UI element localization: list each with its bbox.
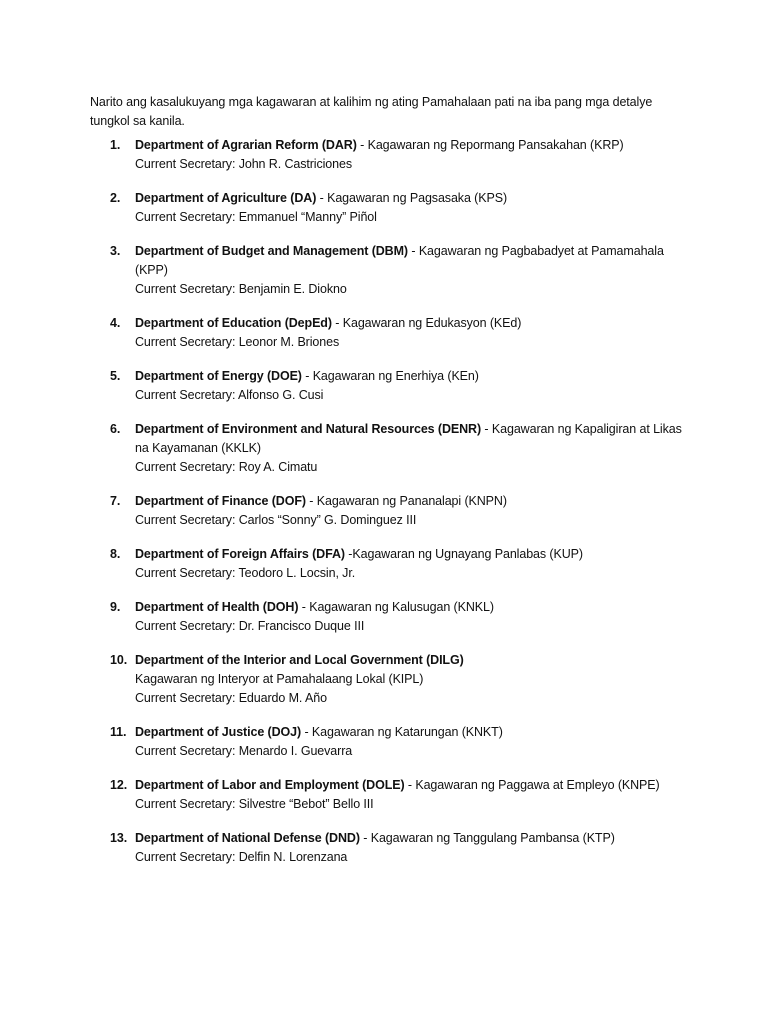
document-page [90, 93, 690, 882]
item-number: 8. [110, 547, 121, 561]
department-item [90, 723, 690, 761]
department-name: Department of Agrarian Reform (DAR) [135, 138, 357, 152]
department-item [90, 242, 690, 299]
item-number: 13. [110, 831, 128, 845]
department-name: Department of Justice (DOJ) [135, 725, 302, 739]
filipino-name: Kagawaran ng Paggawa at Empleyo (KNPE) [415, 778, 660, 792]
current-secretary: Current Secretary: John R. Castriciones [135, 157, 353, 171]
separator: - [305, 494, 317, 508]
department-list [90, 136, 690, 867]
item-number: 3. [110, 244, 121, 258]
department-line [135, 547, 583, 561]
department-name: Department of the Interior and Local Government (DILG) [135, 653, 464, 667]
department-name: Department of Finance (DOF) [135, 494, 306, 508]
item-number: 2. [110, 191, 121, 205]
department-item [90, 136, 690, 174]
department-line [135, 725, 503, 739]
department-name: Department of National Defense (DND) [135, 831, 360, 845]
department-item [90, 776, 690, 814]
department-item [90, 420, 690, 477]
department-item [90, 492, 690, 530]
filipino-name: Kagawaran ng Enerhiya (KEn) [312, 369, 479, 383]
separator: - [316, 191, 328, 205]
department-line [135, 778, 660, 792]
item-number: 9. [110, 600, 121, 614]
department-name: Department of Environment and Natural Resources (DENR) [135, 422, 482, 436]
filipino-name: Kagawaran ng Interyor at Pamahalaang Lokal (KIPL) [135, 672, 424, 686]
department-line [135, 494, 507, 508]
department-item [90, 367, 690, 405]
filipino-name: Kagawaran ng Tanggulang Pambansa (KTP) [370, 831, 615, 845]
separator: - [301, 369, 313, 383]
current-secretary: Current Secretary: Dr. Francisco Duque III [135, 619, 365, 633]
department-line [135, 138, 624, 152]
department-name: Department of Budget and Management (DBM) [135, 244, 408, 258]
filipino-name: Kagawaran ng Pagsasaka (KPS) [327, 191, 508, 205]
filipino-name: Kagawaran ng Ugnayang Panlabas (KUP) [352, 547, 583, 561]
intro-paragraph: Narito ang kasalukuyang mga kagawaran at kalihim ng ating Pamahalaan pati na iba pang mga detalye tungkol sa kanila. [90, 95, 653, 128]
current-secretary: Current Secretary: Silvestre “Bebot” Bello III [135, 797, 374, 811]
department-item [90, 189, 690, 227]
department-name: Department of Energy (DOE) [135, 369, 302, 383]
department-name: Department of Education (DepEd) [135, 316, 332, 330]
department-line [135, 316, 521, 330]
item-number: 12. [110, 778, 128, 792]
item-number: 6. [110, 422, 121, 436]
department-item [90, 598, 690, 636]
filipino-name: Kagawaran ng Katarungan (KNKT) [311, 725, 503, 739]
department-item [90, 545, 690, 583]
item-number: 11. [110, 725, 127, 739]
department-item [90, 314, 690, 352]
department-name: Department of Agriculture (DA) [135, 191, 317, 205]
separator: - [331, 316, 343, 330]
department-item [90, 829, 690, 867]
item-number: 4. [110, 316, 121, 330]
current-secretary: Current Secretary: Carlos “Sonny” G. Dominguez III [135, 513, 417, 527]
department-line [135, 369, 479, 383]
current-secretary: Current Secretary: Alfonso G. Cusi [135, 388, 324, 402]
department-line [135, 244, 664, 277]
separator: - [404, 778, 416, 792]
separator: - [356, 138, 368, 152]
current-secretary: Current Secretary: Menardo I. Guevarra [135, 744, 353, 758]
filipino-name: Kagawaran ng Pagbabadyet at Pamamahala (KPP) [135, 244, 664, 277]
current-secretary: Current Secretary: Leonor M. Briones [135, 335, 340, 349]
item-number: 5. [110, 369, 121, 383]
filipino-name: Kagawaran ng Kapaligiran at Likas na Kayamanan (KKLK) [135, 422, 682, 455]
item-number: 10. [110, 653, 128, 667]
current-secretary: Current Secretary: Emmanuel “Manny” Piñol [135, 210, 377, 224]
department-item [90, 651, 690, 708]
department-line [135, 653, 464, 667]
filipino-name: Kagawaran ng Kalusugan (KNKL) [309, 600, 494, 614]
current-secretary: Current Secretary: Teodoro L. Locsin, Jr. [135, 566, 356, 580]
separator: - [359, 831, 371, 845]
department-line [135, 422, 682, 455]
current-secretary: Current Secretary: Benjamin E. Diokno [135, 282, 347, 296]
separator: - [301, 725, 312, 739]
current-secretary: Current Secretary: Delfin N. Lorenzana [135, 850, 348, 864]
department-name: Department of Labor and Employment (DOLE) [135, 778, 405, 792]
department-line [135, 191, 507, 205]
department-line [135, 831, 615, 845]
separator: - [298, 600, 310, 614]
filipino-name: Kagawaran ng Pananalapi (KNPN) [316, 494, 507, 508]
department-name: Department of Foreign Affairs (DFA) [135, 547, 345, 561]
filipino-name: Kagawaran ng Repormang Pansakahan (KRP) [367, 138, 624, 152]
department-line [135, 600, 494, 614]
department-name: Department of Health (DOH) [135, 600, 299, 614]
current-secretary: Current Secretary: Eduardo M. Año [135, 691, 327, 705]
item-number: 1. [110, 138, 121, 152]
current-secretary: Current Secretary: Roy A. Cimatu [135, 460, 318, 474]
separator: - [408, 244, 419, 258]
item-number: 7. [110, 494, 121, 508]
separator: - [344, 547, 353, 561]
separator: - [481, 422, 492, 436]
filipino-name: Kagawaran ng Edukasyon (KEd) [342, 316, 522, 330]
